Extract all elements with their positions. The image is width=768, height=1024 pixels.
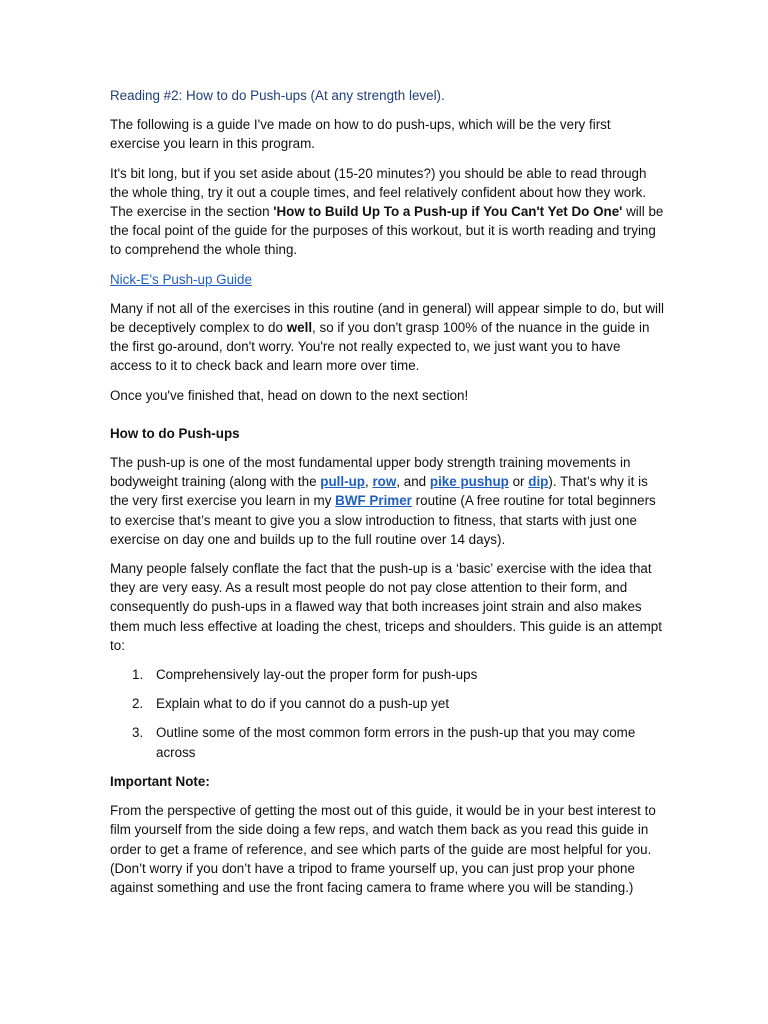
list-item — [110, 723, 664, 761]
complexity-paragraph — [110, 299, 664, 376]
list-number: 3. — [132, 725, 144, 741]
separator-2: , and — [396, 474, 430, 490]
list-number: 2. — [132, 696, 144, 712]
bwf-primer-link[interactable]: BWF Primer — [335, 493, 412, 509]
guide-goals-list — [110, 665, 664, 762]
pushup-intro-text-c: routine (A free routine for total beginners to exercise that’s meant to give you a slow introduction to fitness, that starts with just one exercise on day one and builds up to the full routine over 14 days). — [110, 493, 656, 547]
reading-title: Reading #2: How to do Push-ups (At any strength level). — [110, 88, 445, 103]
pushup-intro-text-b: ). That’s why it is the very first exercise you learn in my — [110, 474, 648, 509]
pike-pushup-link[interactable]: pike pushup — [429, 474, 509, 490]
focal-section-name: 'How to Build Up To a Push-up if You Can't Yet Do One' — [273, 204, 623, 220]
dip-link[interactable]: dip — [528, 474, 549, 490]
complexity-text-a: Many if not all of the exercises in this routine (and in general) will appear simple to do, but will be deceptively complex to do — [110, 300, 665, 336]
row-link[interactable]: row — [372, 474, 397, 490]
list-item — [110, 694, 664, 713]
next-section-paragraph: Once you've finished that, head on down to the next section! — [110, 387, 469, 403]
list-text: Comprehensively lay-out the proper form for push-ups — [156, 667, 478, 683]
list-text: Outline some of the most common form errors in the push-up that you may come across — [156, 725, 636, 760]
list-item — [110, 665, 664, 684]
time-text-b: will be the focal point of the guide for the purposes of this workout, but it is worth reading and trying to comprehend the whole thing. — [110, 204, 664, 258]
pushup-intro-text-a: The push-up is one of the most fundamental upper body strength training movements in bodyweight training (along with the — [110, 455, 631, 490]
pullup-link[interactable]: pull-up — [320, 474, 365, 490]
important-note-heading: Important Note: — [110, 773, 210, 789]
complexity-text-b: , so if you don't grasp 100% of the nuance in the guide in the first go-around, don't worry. You're not really expected to, we just want you to have access to it to check back and learn more over time. — [110, 320, 650, 374]
pushup-intro-paragraph — [110, 453, 664, 549]
pushup-guide-link[interactable]: Nick-E's Push-up Guide — [110, 271, 252, 287]
section-heading: How to do Push-ups — [110, 425, 240, 441]
list-number: 1. — [132, 667, 144, 683]
intro-paragraph: The following is a guide I've made on how to do push-ups, which will be the very first exercise you learn in this program. — [110, 117, 611, 152]
important-note-paragraph: From the perspective of getting the most out of this guide, it would be in your best interest to film yourself from the side doing a few reps, and watch them back as you read this guide in order to get a frame of reference, and see which parts of the guide are most helpful for you. (Don’t worry if you don’t have a tripod to frame yourself up, you can just prop your phone against something and use the front facing camera to frame where you will be standing.) — [110, 803, 656, 895]
time-text-a: It's bit long, but if you set aside about (15-20 minutes?) you should be able to read through the whole thing, try it out a couple times, and feel relatively confident about how they work. The exercise in the section — [110, 165, 647, 220]
time-paragraph — [110, 164, 664, 260]
misconception-paragraph: Many people falsely conflate the fact that the push-up is a ‘basic’ exercise with the idea that they are very easy. As a result most people do not pay close attention to their form, and consequently do push-ups in a flawed way that both increases joint strain and also makes them much less effective at loading the chest, triceps and shoulders. This guide is an attempt to: — [110, 561, 662, 653]
complexity-bold-word: well — [286, 320, 313, 336]
list-text: Explain what to do if you cannot do a push-up yet — [156, 696, 450, 712]
guide-link-paragraph — [110, 270, 664, 289]
separator-3: or — [508, 474, 529, 490]
separator-1: , — [364, 474, 373, 490]
